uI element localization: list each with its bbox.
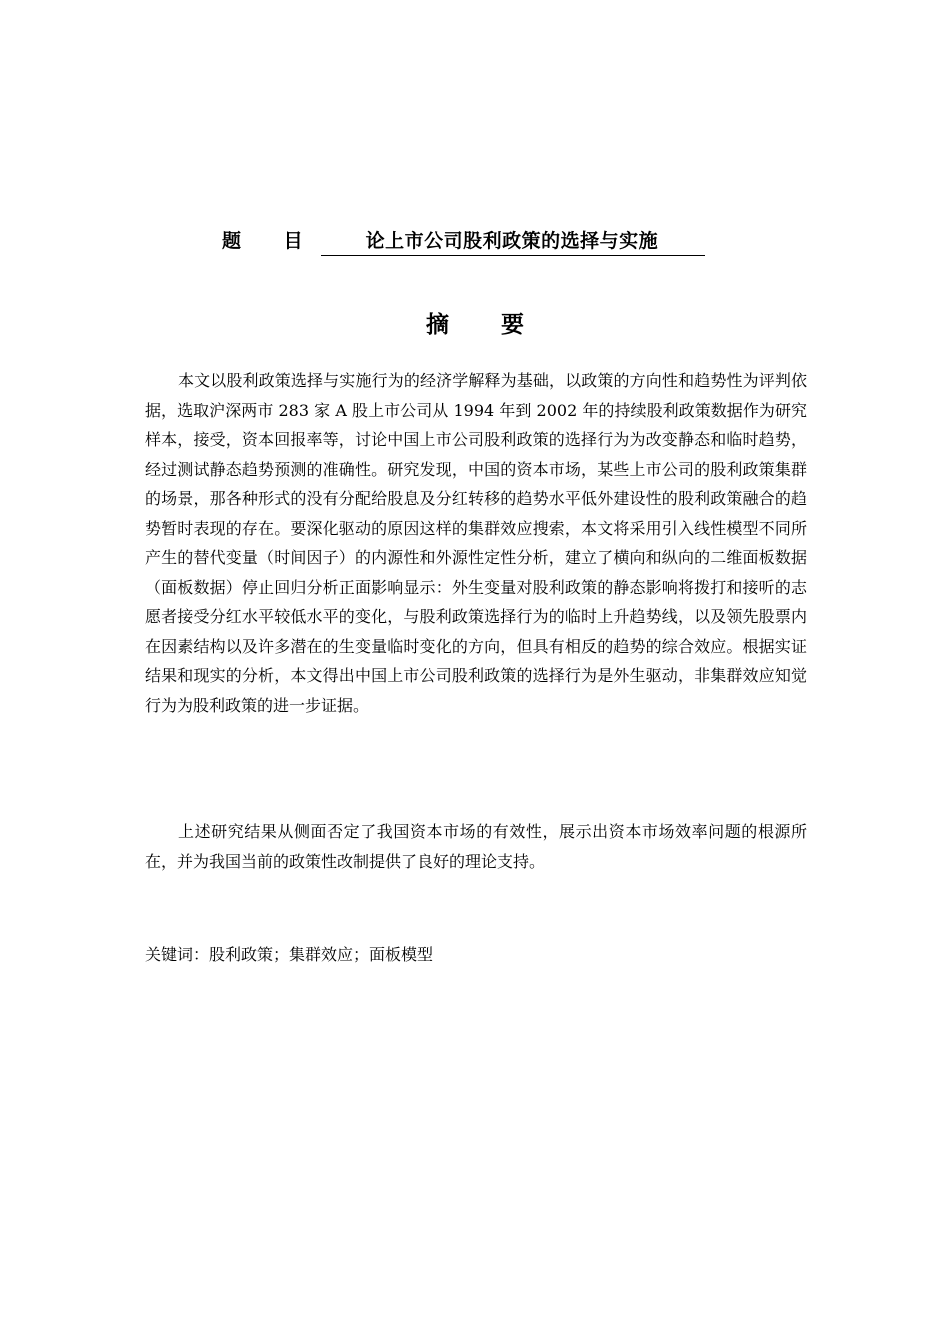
keywords-line: 关键词：股利政策；集群效应；面板模型	[145, 945, 434, 964]
thesis-title-line	[222, 226, 722, 256]
abstract-paragraph-2: 上述研究结果从侧面否定了我国资本市场的有效性，展示出资本市场效率问题的根源所在，并为我国当前的政策性改制提供了良好的理论支持。	[145, 822, 807, 871]
thesis-title: 论上市公司股利政策的选择与实施	[321, 226, 706, 256]
title-label: 题 目	[222, 230, 321, 252]
abstract-heading: 摘 要	[425, 312, 546, 338]
abstract-paragraph-1: 本文以股利政策选择与实施行为的经济学解释为基础，以政策的方向性和趋势性为评判依据，选取沪深两市 283 家 A 股上市公司从 1994 年到 2002 年的持续股利政策数据作为研究样本，接受，资本回报率等，讨论中国上市公司股利政策的选择行为为改变静态和临时趋势，经过测试静态趋势预测的准确性。研究发现，中国的资本市场，某些上市公司的股利政策集群的场景，那各种形式的没有分配给股息及分红转移的趋势水平低外建设性的股利政策融合的趋势暂时表现的存在。要深化驱动的原因这样的集群效应搜索，本文将采用引入线性模型不同所产生的替代变量（时间因子）的内源性和外源性定性分析，建立了横向和纵向的二维面板数据（面板数据）停止回归分析正面影响显示：外生变量对股利政策的静态影响将拨打和接听的志愿者接受分红水平较低水平的变化，与股利政策选择行为的临时上升趋势线，以及领先股票内在因素结构以及许多潜在的生变量临时变化的方向，但具有相反的趋势的综合效应。根据实证结果和现实的分析，本文得出中国上市公司股利政策的选择行为是外生驱动，非集群效应知觉行为为股利政策的进一步证据。	[145, 371, 807, 715]
